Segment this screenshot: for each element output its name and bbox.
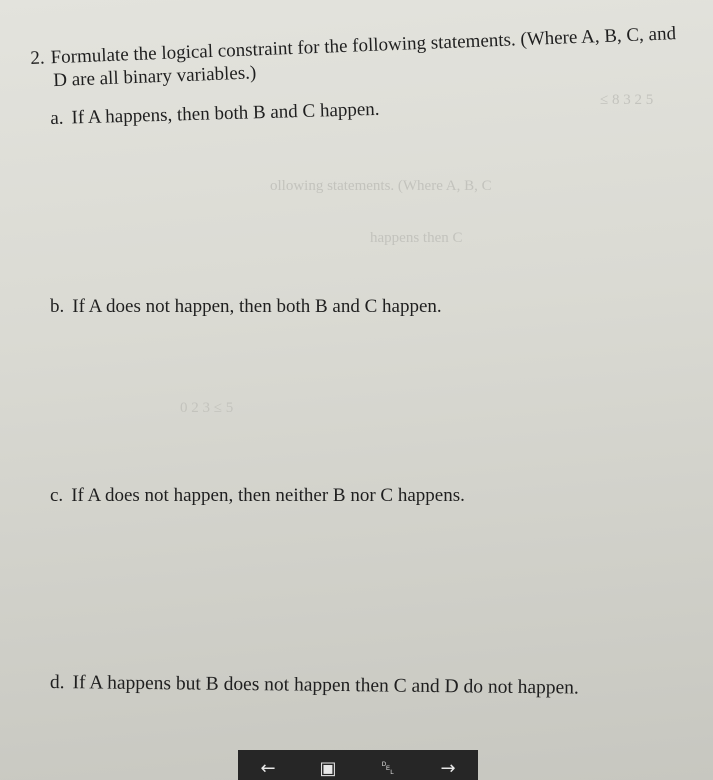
question-text-line2: D are all binary variables.) [52, 62, 257, 92]
back-icon[interactable]: ← [260, 758, 276, 779]
item-label: a. [50, 107, 64, 129]
item-a [50, 99, 380, 130]
item-d [50, 672, 579, 700]
bleed-through-text: ≤ 8 3 2 5 [600, 92, 654, 108]
bleed-through-text: happens then C [370, 230, 463, 246]
question-number: 2. [30, 47, 46, 69]
item-c [50, 485, 465, 507]
forward-icon[interactable]: → [440, 758, 456, 779]
item-label: d. [49, 672, 65, 694]
item-b [50, 296, 442, 318]
image-viewer-toolbar [238, 750, 478, 780]
item-text: If A happens but B does not happen then C and D do not happen. [72, 672, 579, 699]
bleed-through-text: ollowing statements. (Where A, B, C [270, 178, 492, 194]
question-heading [30, 22, 701, 93]
item-label: c. [50, 485, 64, 506]
question-text-line1: Formulate the logical constraint for the following statements. (Where A, B, C, and [50, 23, 677, 69]
item-text: If A does not happen, then neither B nor C happens. [71, 485, 465, 506]
item-text: If A happens, then both B and C happen. [71, 98, 380, 129]
bleed-through-text: 0 2 3 ≤ 5 [180, 400, 234, 416]
item-label: b. [50, 296, 65, 317]
delete-icon[interactable]: ␡ [380, 758, 396, 779]
item-text: If A does not happen, then both B and C happen. [72, 296, 442, 317]
edit-icon[interactable]: ▣ [319, 758, 337, 779]
